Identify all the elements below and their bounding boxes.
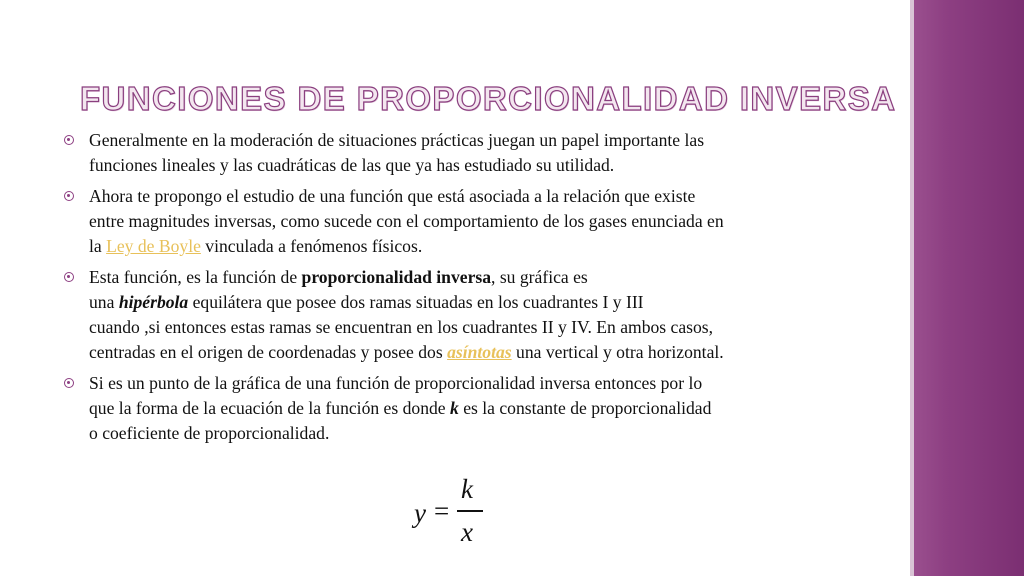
ley-de-boyle-link[interactable]: Ley de Boyle xyxy=(106,236,201,256)
bullet-line xyxy=(89,340,862,365)
bullet-line xyxy=(89,234,862,259)
bullet-circle-icon xyxy=(64,378,74,388)
text-segment: la xyxy=(89,236,107,256)
bullet-item xyxy=(62,265,862,365)
bullet-line xyxy=(89,290,862,315)
bullet-item xyxy=(62,371,862,446)
asintotas-link[interactable]: asíntotas xyxy=(447,342,512,362)
bullet-line xyxy=(89,265,862,290)
text-segment: centradas en el origen de coordenadas y posee dos xyxy=(89,342,448,362)
bullet-line: o coeficiente de proporcionalidad. xyxy=(89,423,330,443)
bullet-circle-icon xyxy=(64,272,74,282)
text-segment: Esta función, es la función de xyxy=(89,267,302,287)
bullet-circle-icon xyxy=(64,191,74,201)
bullet-line xyxy=(89,396,862,421)
formula-numerator: k xyxy=(461,474,473,504)
text-segment: equilátera que posee dos ramas situadas en los cuadrantes I y III xyxy=(188,292,644,312)
text-segment: una vertical y otra horizontal. xyxy=(511,342,724,362)
inverse-proportion-formula xyxy=(414,474,504,554)
text-segment: , su gráfica es xyxy=(491,267,588,287)
slide-title: FUNCIONES DE PROPORCIONALIDAD INVERSA xyxy=(80,80,897,117)
formula-denominator: x xyxy=(461,517,473,547)
bullet-line: cuando ,si entonces estas ramas se encuentran en los cuadrantes II y IV. En ambos casos, xyxy=(89,317,714,337)
text-segment: una xyxy=(89,292,119,312)
bullet-line: entre magnitudes inversas, como sucede con el comportamiento de los gases enunciada en xyxy=(89,211,724,231)
bold-italic-term: hipérbola xyxy=(118,292,189,312)
bullet-item xyxy=(62,184,862,259)
decorative-side-bar xyxy=(914,0,1024,576)
bullet-line: Si es un punto de la gráfica de una función de proporcionalidad inversa entonces por lo xyxy=(89,373,703,393)
formula-equals: = xyxy=(434,496,450,526)
text-segment: vinculada a fenómenos físicos. xyxy=(200,236,423,256)
bullet-list xyxy=(62,128,862,452)
text-segment: que la forma de la ecuación de la función es donde xyxy=(89,398,451,418)
bullet-line: funciones lineales y las cuadráticas de las que ya has estudiado su utilidad. xyxy=(89,155,615,175)
bullet-line: Ahora te propongo el estudio de una función que está asociada a la relación que existe xyxy=(89,186,696,206)
text-segment: es la constante de proporcionalidad xyxy=(458,398,712,418)
bullet-item xyxy=(62,128,862,178)
bullet-line: Generalmente en la moderación de situaciones prácticas juegan un papel importante las xyxy=(89,130,705,150)
bold-term: proporcionalidad inversa xyxy=(301,267,492,287)
fraction-bar xyxy=(457,510,483,512)
bold-italic-term: k xyxy=(450,398,459,418)
formula-lhs: y xyxy=(414,498,426,528)
bullet-circle-icon xyxy=(64,135,74,145)
